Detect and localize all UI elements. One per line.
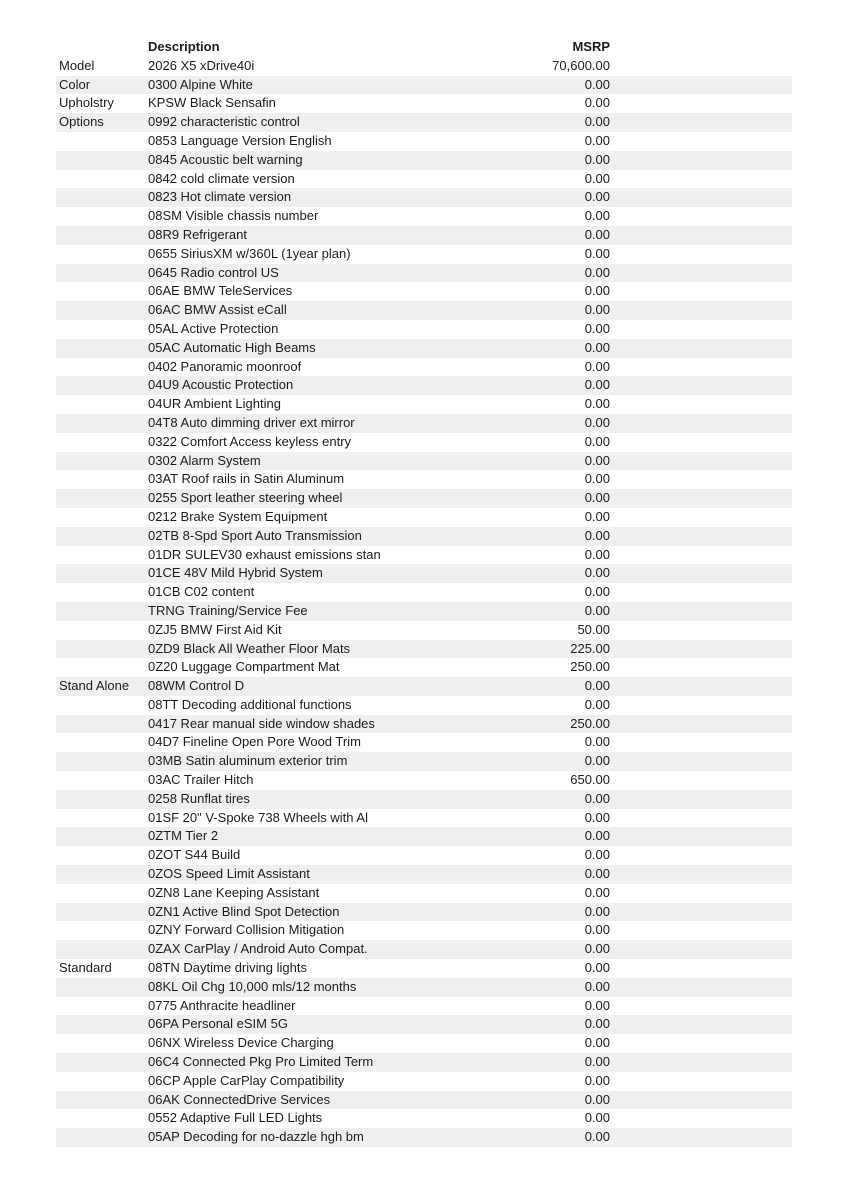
table-row bbox=[56, 677, 792, 696]
description-cell: 0645 Radio control US bbox=[148, 264, 279, 280]
category-cell: Model bbox=[59, 57, 95, 73]
table-row bbox=[56, 376, 792, 395]
table-row bbox=[56, 395, 792, 414]
table-row bbox=[56, 809, 792, 828]
msrp-cell: 0.00 bbox=[584, 960, 610, 976]
msrp-cell: 0.00 bbox=[584, 1072, 610, 1088]
table-row bbox=[56, 414, 792, 433]
table-row bbox=[56, 245, 792, 264]
description-column-header: Description bbox=[148, 39, 220, 54]
msrp-cell: 0.00 bbox=[584, 170, 610, 186]
description-cell: 0ZN8 Lane Keeping Assistant bbox=[148, 884, 320, 900]
table-row bbox=[56, 865, 792, 884]
description-cell: 02TB 8-Spd Sport Auto Transmission bbox=[148, 527, 362, 543]
options-pricing-table bbox=[56, 38, 792, 1147]
table-header-row bbox=[56, 38, 792, 57]
msrp-cell: 0.00 bbox=[584, 1091, 610, 1107]
description-cell: 08KL Oil Chg 10,000 mls/12 months bbox=[148, 978, 357, 994]
msrp-cell: 0.00 bbox=[584, 76, 610, 92]
description-cell: 08TN Daytime driving lights bbox=[148, 960, 307, 976]
table-row bbox=[56, 320, 792, 339]
msrp-cell: 0.00 bbox=[584, 132, 610, 148]
msrp-cell: 0.00 bbox=[584, 922, 610, 938]
table-row bbox=[56, 1034, 792, 1053]
description-cell: 0845 Acoustic belt warning bbox=[148, 151, 303, 167]
table-row bbox=[56, 113, 792, 132]
table-row bbox=[56, 527, 792, 546]
table-row bbox=[56, 170, 792, 189]
table-row bbox=[56, 188, 792, 207]
msrp-cell: 0.00 bbox=[584, 1110, 610, 1126]
table-row bbox=[56, 1128, 792, 1147]
msrp-cell: 0.00 bbox=[584, 396, 610, 412]
msrp-cell: 0.00 bbox=[584, 433, 610, 449]
description-cell: 0992 characteristic control bbox=[148, 114, 300, 130]
description-cell: 0ZN1 Active Blind Spot Detection bbox=[148, 903, 340, 919]
msrp-cell: 0.00 bbox=[584, 884, 610, 900]
description-cell: 0ZNY Forward Collision Mitigation bbox=[148, 922, 345, 938]
table-row bbox=[56, 997, 792, 1016]
msrp-cell: 0.00 bbox=[584, 753, 610, 769]
msrp-cell: 0.00 bbox=[584, 95, 610, 111]
msrp-cell: 0.00 bbox=[584, 847, 610, 863]
table-row bbox=[56, 583, 792, 602]
description-cell: 05AL Active Protection bbox=[148, 320, 279, 336]
table-row bbox=[56, 151, 792, 170]
msrp-cell: 0.00 bbox=[584, 696, 610, 712]
description-cell: 0Z20 Luggage Compartment Mat bbox=[148, 659, 340, 675]
description-cell: 0300 Alpine White bbox=[148, 76, 253, 92]
msrp-cell: 0.00 bbox=[584, 1054, 610, 1070]
table-row bbox=[56, 76, 792, 95]
msrp-cell: 0.00 bbox=[584, 903, 610, 919]
table-row bbox=[56, 358, 792, 377]
table-row bbox=[56, 621, 792, 640]
table-row bbox=[56, 1072, 792, 1091]
description-cell: 01SF 20" V-Spoke 738 Wheels with Al bbox=[148, 809, 368, 825]
table-row bbox=[56, 640, 792, 659]
msrp-cell: 0.00 bbox=[584, 358, 610, 374]
table-row bbox=[56, 489, 792, 508]
msrp-cell: 70,600.00 bbox=[552, 57, 610, 73]
table-row bbox=[56, 452, 792, 471]
description-cell: 0258 Runflat tires bbox=[148, 790, 250, 806]
description-cell: 0ZD9 Black All Weather Floor Mats bbox=[148, 640, 351, 656]
description-cell: 03MB Satin aluminum exterior trim bbox=[148, 753, 348, 769]
msrp-cell: 250.00 bbox=[570, 659, 610, 675]
table-row bbox=[56, 940, 792, 959]
msrp-cell: 0.00 bbox=[584, 452, 610, 468]
table-row bbox=[56, 752, 792, 771]
description-cell: 0552 Adaptive Full LED Lights bbox=[148, 1110, 323, 1126]
msrp-cell: 0.00 bbox=[584, 339, 610, 355]
msrp-cell: 0.00 bbox=[584, 546, 610, 562]
description-cell: 06CP Apple CarPlay Compatibility bbox=[148, 1072, 345, 1088]
description-cell: 0ZOT S44 Build bbox=[148, 847, 241, 863]
msrp-cell: 0.00 bbox=[584, 809, 610, 825]
description-cell: 0417 Rear manual side window shades bbox=[148, 715, 375, 731]
msrp-cell: 0.00 bbox=[584, 866, 610, 882]
table-row bbox=[56, 790, 792, 809]
msrp-cell: 250.00 bbox=[570, 715, 610, 731]
description-cell: 0212 Brake System Equipment bbox=[148, 508, 328, 524]
msrp-cell: 0.00 bbox=[584, 734, 610, 750]
table-row bbox=[56, 207, 792, 226]
table-row bbox=[56, 602, 792, 621]
msrp-cell: 0.00 bbox=[584, 790, 610, 806]
table-row bbox=[56, 57, 792, 76]
table-row bbox=[56, 733, 792, 752]
msrp-cell: 0.00 bbox=[584, 828, 610, 844]
msrp-cell: 0.00 bbox=[584, 302, 610, 318]
table-row bbox=[56, 226, 792, 245]
description-cell: 0ZJ5 BMW First Aid Kit bbox=[148, 621, 282, 637]
table-row bbox=[56, 132, 792, 151]
category-cell: Options bbox=[59, 114, 104, 130]
description-cell: 0255 Sport leather steering wheel bbox=[148, 490, 343, 506]
table-row bbox=[56, 1109, 792, 1128]
table-row bbox=[56, 884, 792, 903]
description-cell: 0ZTM Tier 2 bbox=[148, 828, 219, 844]
description-cell: 05AC Automatic High Beams bbox=[148, 339, 316, 355]
table-row bbox=[56, 696, 792, 715]
description-cell: 0775 Anthracite headliner bbox=[148, 997, 296, 1013]
msrp-cell: 0.00 bbox=[584, 508, 610, 524]
description-cell: KPSW Black Sensafin bbox=[148, 95, 276, 111]
msrp-cell: 0.00 bbox=[584, 151, 610, 167]
table-body bbox=[56, 57, 792, 1147]
description-cell: 04U9 Acoustic Protection bbox=[148, 377, 294, 393]
msrp-cell: 650.00 bbox=[570, 772, 610, 788]
msrp-cell: 0.00 bbox=[584, 941, 610, 957]
msrp-cell: 0.00 bbox=[584, 1035, 610, 1051]
table-row bbox=[56, 903, 792, 922]
description-cell: 0402 Panoramic moonroof bbox=[148, 358, 302, 374]
msrp-cell: 50.00 bbox=[577, 621, 610, 637]
table-row bbox=[56, 827, 792, 846]
description-cell: 01CB C02 content bbox=[148, 584, 255, 600]
table-row bbox=[56, 564, 792, 583]
description-cell: 0853 Language Version English bbox=[148, 132, 332, 148]
table-row bbox=[56, 546, 792, 565]
description-cell: 06PA Personal eSIM 5G bbox=[148, 1016, 288, 1032]
msrp-cell: 0.00 bbox=[584, 320, 610, 336]
msrp-cell: 225.00 bbox=[570, 640, 610, 656]
description-cell: 0ZAX CarPlay / Android Auto Compat. bbox=[148, 941, 368, 957]
msrp-cell: 0.00 bbox=[584, 283, 610, 299]
msrp-cell: 0.00 bbox=[584, 997, 610, 1013]
description-cell: 06AK ConnectedDrive Services bbox=[148, 1091, 331, 1107]
msrp-cell: 0.00 bbox=[584, 226, 610, 242]
msrp-column-header: MSRP bbox=[572, 39, 610, 54]
category-cell: Upholstry bbox=[59, 95, 114, 111]
table-row bbox=[56, 658, 792, 677]
description-cell: 0302 Alarm System bbox=[148, 452, 261, 468]
category-cell: Stand Alone bbox=[59, 678, 130, 694]
table-row bbox=[56, 339, 792, 358]
category-cell: Color bbox=[59, 76, 91, 92]
description-cell: 01DR SULEV30 exhaust emissions stan bbox=[148, 546, 381, 562]
msrp-cell: 0.00 bbox=[584, 245, 610, 261]
description-cell: 08WM Control D bbox=[148, 678, 245, 694]
description-cell: 0322 Comfort Access keyless entry bbox=[148, 433, 352, 449]
table-row bbox=[56, 921, 792, 940]
msrp-cell: 0.00 bbox=[584, 584, 610, 600]
table-row bbox=[56, 470, 792, 489]
description-cell: 04UR Ambient Lighting bbox=[148, 396, 281, 412]
table-row bbox=[56, 978, 792, 997]
description-cell: 06AE BMW TeleServices bbox=[148, 283, 293, 299]
msrp-cell: 0.00 bbox=[584, 114, 610, 130]
description-cell: 0842 cold climate version bbox=[148, 170, 295, 186]
msrp-cell: 0.00 bbox=[584, 1129, 610, 1145]
msrp-cell: 0.00 bbox=[584, 377, 610, 393]
msrp-cell: 0.00 bbox=[584, 414, 610, 430]
description-cell: 01CE 48V Mild Hybrid System bbox=[148, 565, 323, 581]
msrp-cell: 0.00 bbox=[584, 264, 610, 280]
msrp-cell: 0.00 bbox=[584, 978, 610, 994]
description-cell: 06NX Wireless Device Charging bbox=[148, 1035, 334, 1051]
table-row bbox=[56, 1091, 792, 1110]
table-row bbox=[56, 1015, 792, 1034]
description-cell: 03AT Roof rails in Satin Aluminum bbox=[148, 471, 345, 487]
msrp-cell: 0.00 bbox=[584, 678, 610, 694]
table-row bbox=[56, 508, 792, 527]
msrp-cell: 0.00 bbox=[584, 189, 610, 205]
table-row bbox=[56, 771, 792, 790]
msrp-cell: 0.00 bbox=[584, 527, 610, 543]
description-cell: 08R9 Refrigerant bbox=[148, 226, 247, 242]
msrp-cell: 0.00 bbox=[584, 565, 610, 581]
description-cell: 04T8 Auto dimming driver ext mirror bbox=[148, 414, 355, 430]
table-row bbox=[56, 959, 792, 978]
msrp-cell: 0.00 bbox=[584, 490, 610, 506]
description-cell: TRNG Training/Service Fee bbox=[148, 602, 308, 618]
msrp-cell: 0.00 bbox=[584, 602, 610, 618]
description-cell: 08TT Decoding additional functions bbox=[148, 696, 352, 712]
table-row bbox=[56, 433, 792, 452]
description-cell: 05AP Decoding for no-dazzle hgh bm bbox=[148, 1129, 364, 1145]
table-row bbox=[56, 846, 792, 865]
description-cell: 0ZOS Speed Limit Assistant bbox=[148, 866, 310, 882]
description-cell: 2026 X5 xDrive40i bbox=[148, 57, 255, 73]
table-row bbox=[56, 282, 792, 301]
description-cell: 06C4 Connected Pkg Pro Limited Term bbox=[148, 1054, 374, 1070]
msrp-cell: 0.00 bbox=[584, 1016, 610, 1032]
description-cell: 08SM Visible chassis number bbox=[148, 208, 319, 224]
msrp-cell: 0.00 bbox=[584, 471, 610, 487]
msrp-cell: 0.00 bbox=[584, 208, 610, 224]
description-cell: 03AC Trailer Hitch bbox=[148, 772, 254, 788]
description-cell: 0655 SiriusXM w/360L (1year plan) bbox=[148, 245, 351, 261]
table-row bbox=[56, 1053, 792, 1072]
category-cell: Standard bbox=[59, 960, 112, 976]
description-cell: 0823 Hot climate version bbox=[148, 189, 292, 205]
table-row bbox=[56, 301, 792, 320]
table-row bbox=[56, 264, 792, 283]
table-row bbox=[56, 715, 792, 734]
description-cell: 04D7 Fineline Open Pore Wood Trim bbox=[148, 734, 361, 750]
table-row bbox=[56, 94, 792, 113]
description-cell: 06AC BMW Assist eCall bbox=[148, 302, 287, 318]
